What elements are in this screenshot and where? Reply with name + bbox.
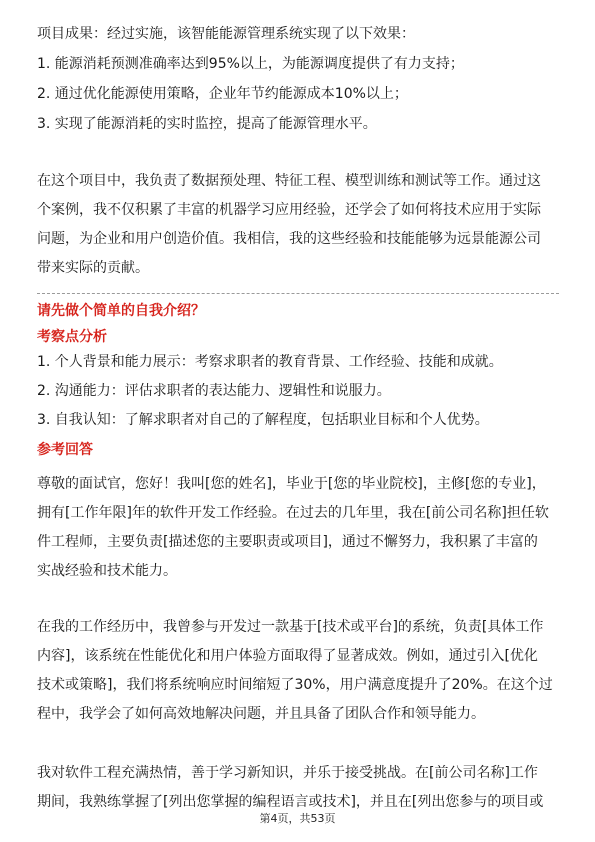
answer-heading: 参考回答 xyxy=(37,442,93,458)
answer-line: 技术或策略]，我们将系统响应时间缩短了30%，用户满意度提升了20%。在这个过 xyxy=(37,677,553,693)
results-intro: 项目成果：经过实施，该智能能源管理系统实现了以下效果： xyxy=(37,26,415,42)
answer-line: 程中，我学会了如何高效地解决问题，并且具备了团队合作和领导能力。 xyxy=(37,706,485,722)
results-item-1: 1. 能源消耗预测准确率达到95%以上，为能源调度提供了有力支持； xyxy=(37,56,464,72)
answer-line: 在我的工作经历中，我曾参与开发过一款基于[技术或平台]的系统，负责[具体工作 xyxy=(37,619,544,635)
project-results xyxy=(37,22,559,136)
answer-line: 我对软件工程充满热情，善于学习新知识，并乐于接受挑战。在[前公司名称]工作 xyxy=(37,765,538,781)
analysis-heading: 考察点分析 xyxy=(37,329,107,345)
section-divider xyxy=(37,293,559,294)
summary-line: 问题，为企业和用户创造价值。我相信，我的这些经验和技能能够为远景能源公司 xyxy=(37,231,541,247)
answer-line: 实战经验和技术能力。 xyxy=(37,563,177,579)
analysis-item-1: 1. 个人背景和能力展示：考察求职者的教育背景、工作经验、技能和成就。 xyxy=(37,354,503,370)
question-title: 请先做个简单的自我介绍？ xyxy=(37,303,205,319)
page-number: 第4页，共53页 xyxy=(259,812,336,825)
question-section xyxy=(37,300,559,461)
answer-line: 件工程师，主要负责[描述您的主要职责或项目]，通过不懈努力，我积累了丰富的 xyxy=(37,534,538,550)
answer-line: 内容]，该系统在性能优化和用户体验方面取得了显著成效。例如，通过引入[优化 xyxy=(37,648,538,664)
answer-line: 尊敬的面试官，您好！我叫[您的姓名]，毕业于[您的毕业院校]，主修[您的专业]， xyxy=(37,476,546,492)
summary-line: 在这个项目中，我负责了数据预处理、特征工程、模型训练和测试等工作。通过这 xyxy=(37,173,541,189)
results-item-2: 2. 通过优化能源使用策略，企业年节约能源成本10%以上； xyxy=(37,86,408,102)
analysis-item-2: 2. 沟通能力：评估求职者的表达能力、逻辑性和说服力。 xyxy=(37,383,391,399)
results-item-3: 3. 实现了能源消耗的实时监控，提高了能源管理水平。 xyxy=(37,116,377,132)
answer-paragraph-2 xyxy=(37,613,559,729)
answer-paragraph-3 xyxy=(37,759,559,817)
summary-line: 带来实际的贡献。 xyxy=(37,260,149,276)
summary-line: 个案例，我不仅积累了丰富的机器学习应用经验，还学会了如何将技术应用于实际 xyxy=(37,202,541,218)
summary-paragraph xyxy=(37,167,559,283)
analysis-item-3: 3. 自我认知：了解求职者对自己的了解程度，包括职业目标和个人优势。 xyxy=(37,412,489,428)
answer-line: 期间，我熟练掌握了[列出您掌握的编程语言或技术]，并且在[列出您参与的项目或 xyxy=(37,794,544,810)
answer-line: 拥有[工作年限]年的软件开发工作经验。在过去的几年里，我在[前公司名称]担任软 xyxy=(37,505,549,521)
answer-paragraph-1 xyxy=(37,470,559,586)
